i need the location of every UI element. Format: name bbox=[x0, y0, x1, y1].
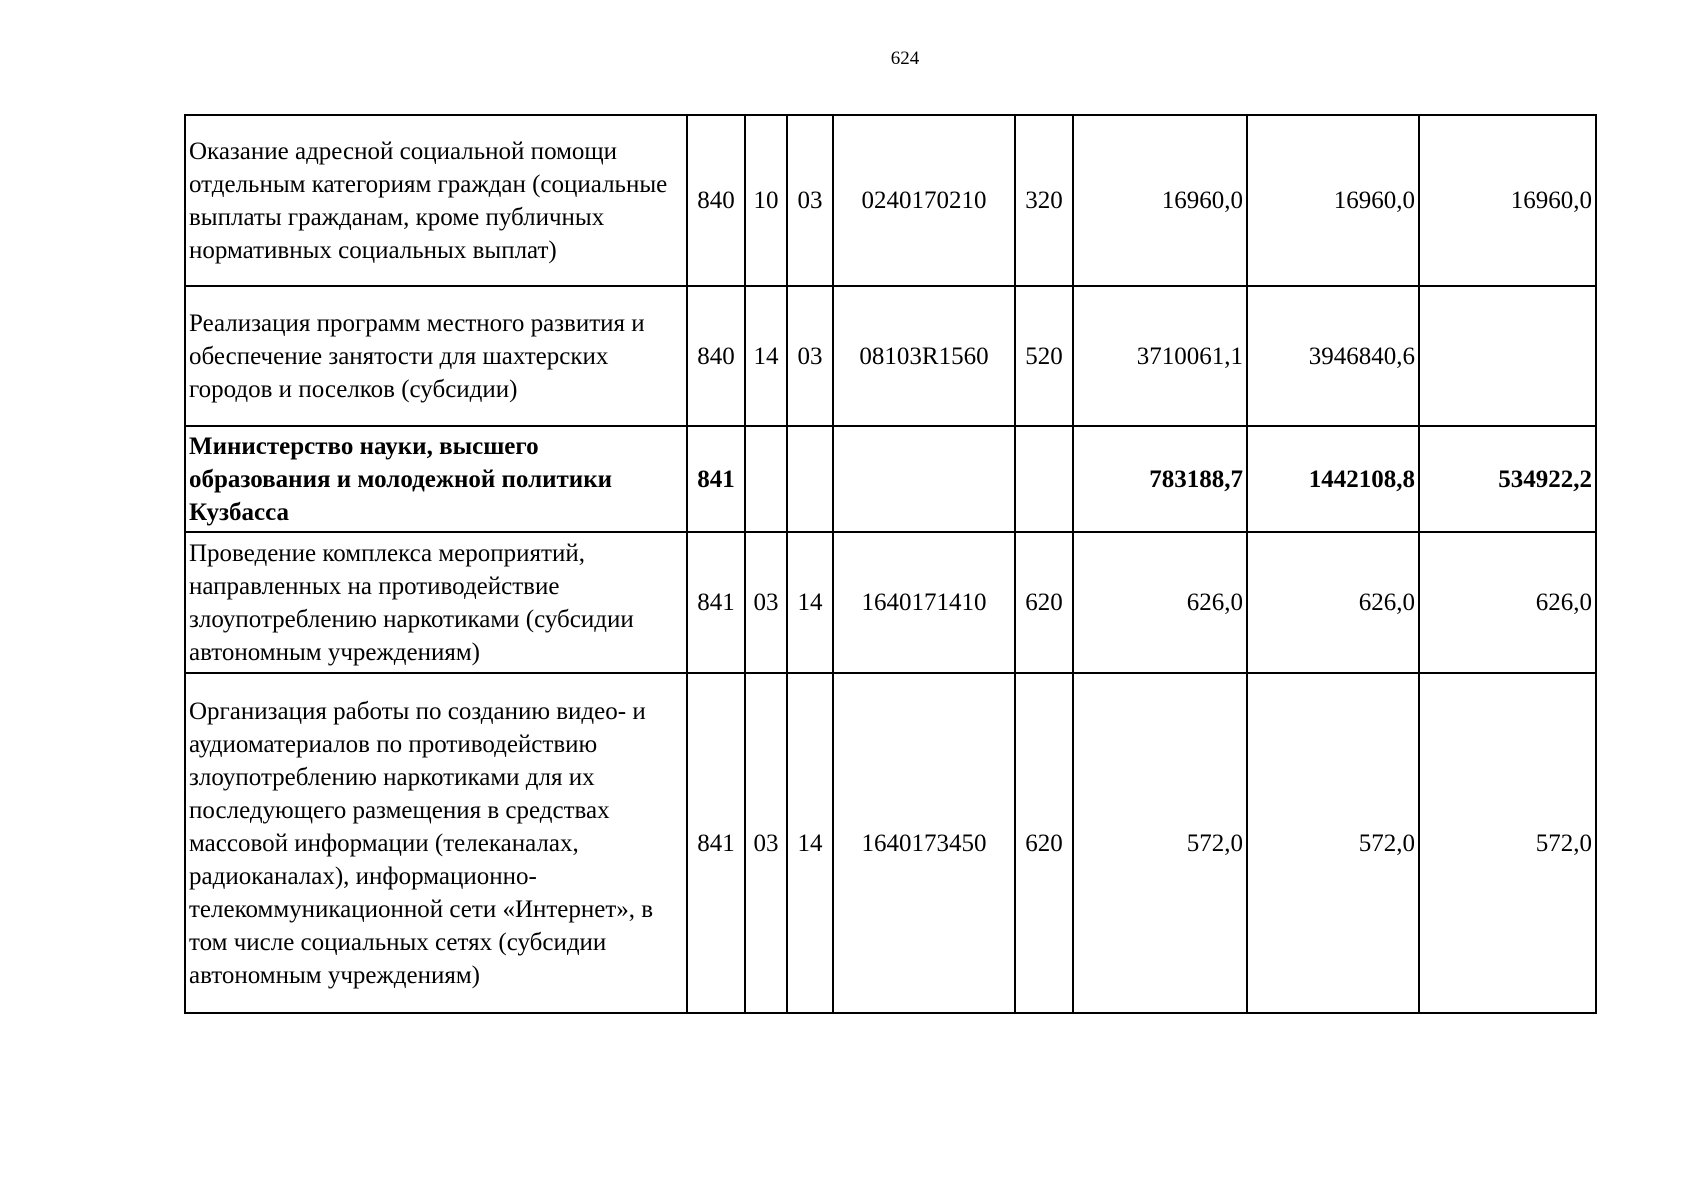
row-description: Оказание адресной социальной помощи отдельным категориям граждан (социальные выплаты гражданам, кроме публичных нормативных социальных выплат) bbox=[185, 115, 687, 286]
section-code: 03 bbox=[745, 532, 787, 673]
ministry-code: 841 bbox=[687, 673, 745, 1013]
subsection-code: 03 bbox=[787, 286, 833, 426]
expense-type-code: 320 bbox=[1015, 115, 1073, 286]
table-row bbox=[185, 426, 1596, 532]
target-article-code: 0240170210 bbox=[833, 115, 1015, 286]
section-code: 03 bbox=[745, 673, 787, 1013]
target-article-code: 1640173450 bbox=[833, 673, 1015, 1013]
ministry-code: 841 bbox=[687, 532, 745, 673]
amount-1: 572,0 bbox=[1073, 673, 1247, 1013]
amount-1: 16960,0 bbox=[1073, 115, 1247, 286]
subsection-code: 03 bbox=[787, 115, 833, 286]
expense-type-code: 620 bbox=[1015, 673, 1073, 1013]
amount-2: 16960,0 bbox=[1247, 115, 1419, 286]
row-description: Реализация программ местного развития и обеспечение занятости для шахтерских городов и поселков (субсидии) bbox=[185, 286, 687, 426]
section-code: 14 bbox=[745, 286, 787, 426]
amount-2: 3946840,6 bbox=[1247, 286, 1419, 426]
subsection-code bbox=[787, 426, 833, 532]
table-row bbox=[185, 673, 1596, 1013]
ministry-code: 840 bbox=[687, 115, 745, 286]
expense-type-code: 520 bbox=[1015, 286, 1073, 426]
ministry-code: 841 bbox=[687, 426, 745, 532]
amount-3: 572,0 bbox=[1419, 673, 1596, 1013]
section-code: 10 bbox=[745, 115, 787, 286]
amount-1: 626,0 bbox=[1073, 532, 1247, 673]
amount-1: 3710061,1 bbox=[1073, 286, 1247, 426]
amount-2: 572,0 bbox=[1247, 673, 1419, 1013]
budget-table bbox=[184, 114, 1597, 1014]
amount-1: 783188,7 bbox=[1073, 426, 1247, 532]
expense-type-code bbox=[1015, 426, 1073, 532]
amount-2: 626,0 bbox=[1247, 532, 1419, 673]
subsection-code: 14 bbox=[787, 673, 833, 1013]
section-code bbox=[745, 426, 787, 532]
table-row bbox=[185, 286, 1596, 426]
amount-2: 1442108,8 bbox=[1247, 426, 1419, 532]
target-article-code bbox=[833, 426, 1015, 532]
row-description: Министерство науки, высшего образования и молодежной политики Кузбасса bbox=[185, 426, 687, 532]
amount-3: 16960,0 bbox=[1419, 115, 1596, 286]
target-article-code: 1640171410 bbox=[833, 532, 1015, 673]
target-article-code: 08103R1560 bbox=[833, 286, 1015, 426]
amount-3 bbox=[1419, 286, 1596, 426]
ministry-code: 840 bbox=[687, 286, 745, 426]
page-number: 624 bbox=[890, 48, 920, 69]
table-row bbox=[185, 532, 1596, 673]
row-description: Проведение комплекса мероприятий, направленных на противодействие злоупотреблению наркотиками (субсидии автономным учреждениям) bbox=[185, 532, 687, 673]
amount-3: 534922,2 bbox=[1419, 426, 1596, 532]
subsection-code: 14 bbox=[787, 532, 833, 673]
table-row bbox=[185, 115, 1596, 286]
amount-3: 626,0 bbox=[1419, 532, 1596, 673]
expense-type-code: 620 bbox=[1015, 532, 1073, 673]
row-description: Организация работы по созданию видео- и аудиоматериалов по противодействию злоупотреблению наркотиками для их последующего размещения в средствах массовой информации (телеканалах, радиоканалах), информационно-телекоммуникационной сети «Интернет», в том числе социальных сетях (субсидии автономным учреждениям) bbox=[185, 673, 687, 1013]
